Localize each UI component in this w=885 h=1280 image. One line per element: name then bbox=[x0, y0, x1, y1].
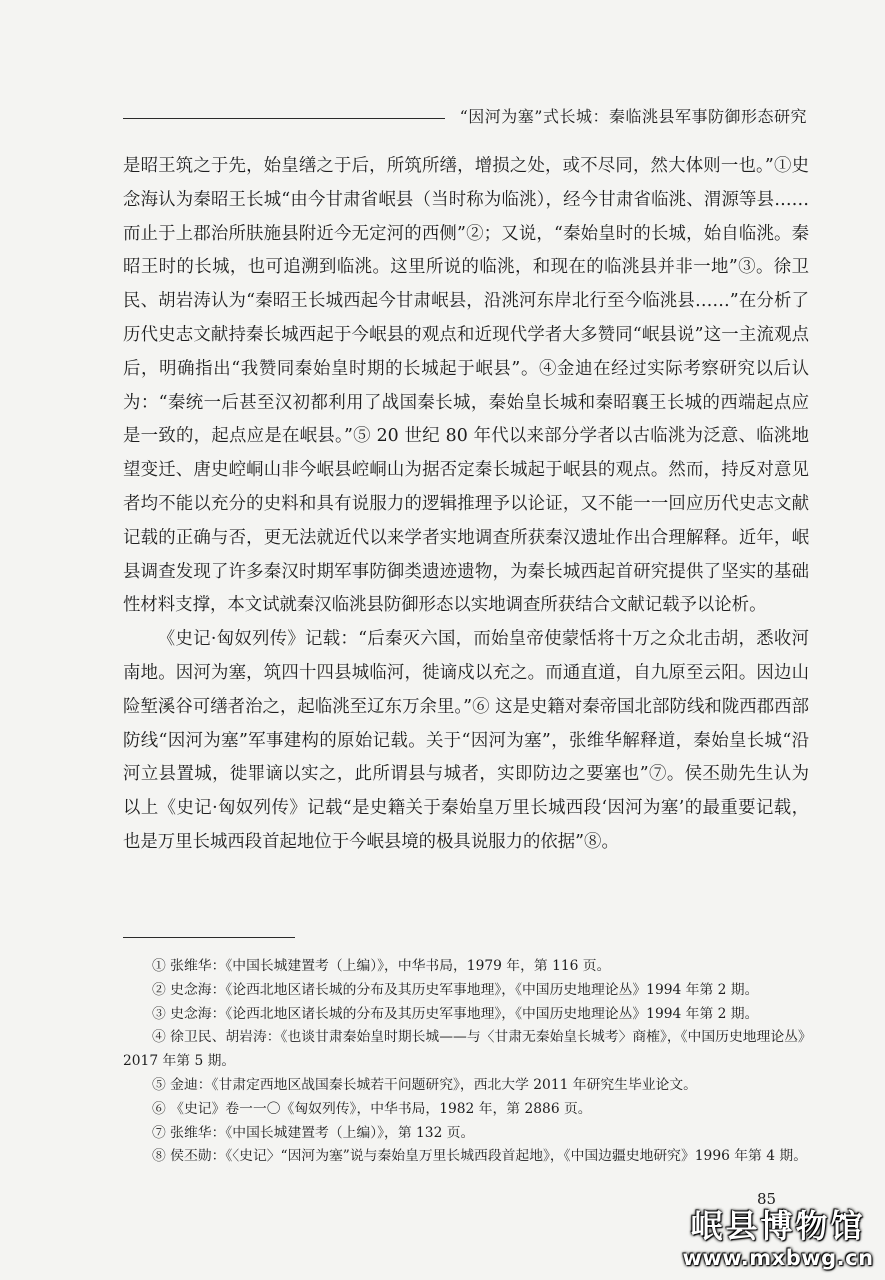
watermark bbox=[680, 1207, 876, 1271]
footnote-8: ⑧ 侯丕勋：《〈史记〉“因河为塞”说与秦始皇万里长城西段首起地》，《中国边疆史地研究》1996 年第 4 期。 bbox=[152, 1148, 807, 1165]
page-number: 85 bbox=[757, 1190, 777, 1208]
running-header-title: “因河为塞”式长城：秦临洮县军事防御形态研究 bbox=[459, 107, 807, 126]
body-paragraph-1: 是昭王筑之于先，始皇缮之于后，所筑所缮，增损之处，或不尽同，然大体则一也。”①史念海认为秦昭王长城“由今甘肃省岷县（当时称为临洮），经今甘肃省临洮、渭源等县……而止于上郡治所肤施县附近今无定河的西侧”②；又说，“秦始皇时的长城，始自临洮。秦昭王时的长城，也可追溯到临洮。这里所说的临洮，和现在的临洮县并非一地”③。徐卫民、胡岩涛认为“秦昭王长城西起今甘肃岷县，沿洮河东岸北行至今临洮县……”在分析了历代史志文献持秦长城西起于今岷县的观点和近现代学者大多赞同“岷县说”这一主流观点后，明确指出“我赞同秦始皇时期的长城起于岷县”。④金迪在经过实际考察研究以后认为：“秦统一后甚至汉初都利用了战国秦长城，秦始皇长城和秦昭襄王长城的西端起点应是一致的，起点应是在岷县。”⑤ 20 世纪 80 年代以来部分学者以古临洮为泛意、临洮地望变迁、唐史崆峒山非今岷县崆峒山为据否定秦长城起于岷县的观点。然而，持反对意见者均不能以充分的史料和具有说服力的逻辑推理予以论证，又不能一一回应历代史志文献记载的正确与否，更无法就近代以来学者实地调查所获秦汉遗址作出合理解释。近年，岷县调查发现了许多秦汉时期军事防御类遗迹遗物，为秦长城西起首研究提供了坚实的基础性材料支撑，本文试就秦汉临洮县防御形态以实地调查所获结合文献记载予以论析。 bbox=[123, 156, 809, 616]
body-paragraph-2: 《史记·匈奴列传》记载：“后秦灭六国，而始皇帝使蒙恬将十万之众北击胡，悉收河南地。因河为塞，筑四十四县城临河，徙谪戍以充之。而通直道，自九原至云阳。因边山险堑溪谷可缮者治之，起临洮至辽东万余里。”⑥ 这是史籍对秦帝国北部防线和陇西郡西部防线“因河为塞”军事建构的原始记载。关于“因河为塞”，张维华解释道，秦始皇长城“沿河立县置城，徙罪谪以实之，此所谓县与城者，实即防边之要塞也”⑦。侯丕勋先生认为以上《史记·匈奴列传》记载“是史籍关于秦始皇万里长城西段‘因河为塞’的最重要记载，也是万里长城西段首起地位于今岷县境的极具说服力的依据”⑧。 bbox=[123, 629, 809, 852]
footnote-3: ③ 史念海：《论西北地区诸长城的分布及其历史军事地理》，《中国历史地理论丛》1994 年第 2 期。 bbox=[152, 1005, 759, 1022]
footnote-1: ① 张维华：《中国长城建置考（上编）》，中华书局，1979 年，第 116 页。 bbox=[152, 958, 611, 974]
footnote-7: ⑦ 张维华：《中国长城建置考（上编）》，第 132 页。 bbox=[152, 1124, 475, 1141]
header-rule bbox=[123, 118, 445, 119]
article-body bbox=[123, 150, 809, 860]
watermark-url: www.mxbwg.cn bbox=[682, 1246, 874, 1270]
footnote-6: ⑥ 《史记》卷一一〇《匈奴列传》，中华书局，1982 年，第 2886 页。 bbox=[152, 1100, 592, 1117]
footnote-rule bbox=[123, 937, 295, 938]
watermark-name: 岷县博物馆 bbox=[690, 1207, 866, 1245]
footnotes bbox=[123, 955, 809, 1169]
footnote-5: ⑤ 金迪：《甘肃定西地区战国秦长城若干问题研究》，西北大学 2011 年研究生毕业论文。 bbox=[152, 1076, 697, 1093]
footnote-2: ② 史念海：《论西北地区诸长城的分布及其历史军事地理》，《中国历史地理论丛》1994 年第 2 期。 bbox=[152, 981, 759, 998]
footnote-4: ④ 徐卫民、胡岩涛：《也谈甘肃秦始皇时期长城——与〈甘肃无秦始皇长城考〉商榷》，《中国历史地理论丛》2017 年第 5 期。 bbox=[123, 1029, 805, 1070]
